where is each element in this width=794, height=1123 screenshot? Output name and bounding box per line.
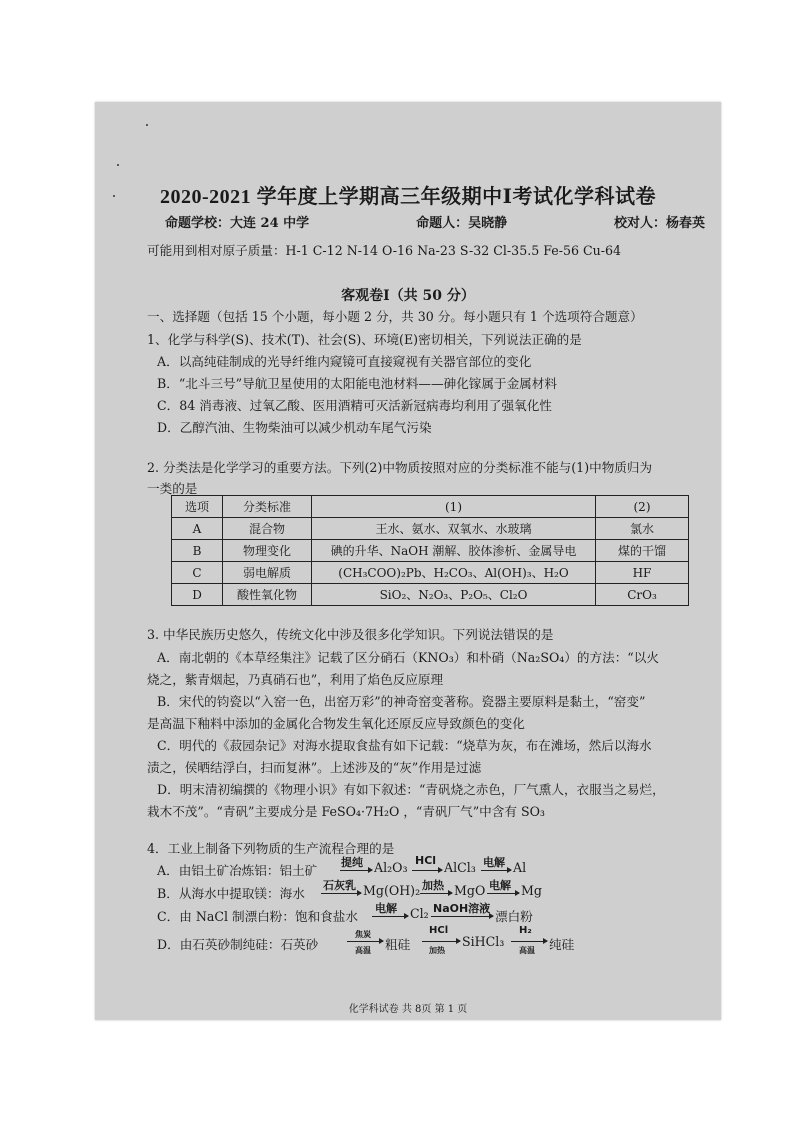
arrow-label: 电解 [375,902,397,915]
q3-option-c-cont: 渍之，侯晒结浮白，扫而复淋”。上述涉及的“灰”作用是过滤 [147,760,482,775]
author-line [165,212,705,231]
table-header: 分类标准 [223,496,312,518]
product: Cl₂ [410,906,429,921]
exam-page [95,102,721,1020]
table-cell: 物理变化 [223,540,312,562]
q1-option-c: C．84 消毒液、过氧乙酸、医用酒精可灭活新冠病毒均利用了强氧化性 [157,398,552,413]
arrow-label: 焦炭 [355,930,371,939]
q3-option-d: D．明末清初编撰的《物理小识》有如下叙述：“青矾烧之赤色，厂气熏人，衣服当之易烂， [157,782,665,797]
arrow-condition: 高温 [355,946,371,955]
arrow-condition: 高温 [519,946,535,955]
arrow-label: NaOH溶液 [433,902,491,915]
product: SiHCl₃ [462,934,505,949]
section-instructions: 一、选择题（包括 15 个小题，每小题 2 分，共 30 分。每小题只有 1 个选项符合题意） [147,309,643,324]
table-header: (1) [312,496,596,518]
table-cell: C [172,562,223,584]
product: Al₂O₃ [374,860,408,875]
table-cell: 煤的干馏 [596,540,689,562]
product: Mg [521,883,542,898]
proofreader: 校对人：杨春英 [613,216,705,231]
product: MgO [454,883,486,898]
q4-option-a: A．由铝土矿冶炼铝：铝土矿 [157,863,318,878]
arrow-label: H₂ [519,925,532,936]
table-row [172,562,689,584]
reaction-arrow [431,916,493,917]
arrow-condition: 加热 [429,946,445,955]
table-cell: 酸性氧化物 [223,584,312,606]
table-cell: SiO₂、N₂O₃、P₂O₅、Cl₂O [312,584,596,606]
classification-table [171,495,689,606]
q4-option-d: D．由石英砂制纯硅：石英砂 [157,937,319,952]
speck [117,164,119,166]
table-row [172,540,689,562]
reaction-arrow [347,941,383,942]
product: 粗硅 [385,937,411,952]
q1-option-d: D．乙醇汽油、生物柴油可以减少机动车尾气污染 [157,420,432,435]
table-cell: (CH₃COO)₂Pb、H₂CO₃、Al(OH)₃、H₂O [312,562,596,584]
q3-option-d-cont: 栽木不茂”。“青矾”主要成分是 FeSO₄·7H₂O ，“青矾厂气”中含有 SO₃ [147,804,545,819]
q1-option-a: A．以高纯硅制成的光导纤维内窥镜可直接窥视有关器官部位的变化 [157,354,532,369]
school: 命题学校：大连 24 中学 [165,216,310,231]
atomic-masses: 可能用到相对原子质量：H-1 C-12 N-14 O-16 Na-23 S-32 Cl-35.5 Fe-56 Cu-64 [147,243,622,258]
table-cell: B [172,540,223,562]
reaction-arrow [340,870,372,871]
table-cell: HF [596,562,689,584]
reaction-arrow [420,893,452,894]
q1-option-b: B．“北斗三号”导航卫星使用的太阳能电池材料——砷化镓属于金属材料 [157,376,557,391]
product: Mg(OH)₂ [363,883,421,898]
arrow-label: 电解 [489,879,511,892]
table-header: (2) [596,496,689,518]
q3-option-a: A．南北朝的《本草经集注》记载了区分硝石（KNO₃）和朴硝（Na₂SO₄）的方法：“以火 [157,650,659,665]
arrow-label: 提纯 [341,856,363,869]
q3-option-c: C．明代的《菽园杂记》对海水提取食盐有如下记载：“烧草为灰，布在滩场，然后以海水 [157,738,652,753]
reaction-arrow [412,870,442,871]
setter: 命题人：吴晓静 [416,216,508,231]
table-row [172,584,689,606]
reaction-arrow [372,916,408,917]
q3-stem: 3. 中华民族历史悠久，传统文化中涉及很多化学知识。下列说法错误的是 [147,627,554,642]
q2-stem: 2. 分类法是化学学习的重要方法。下列(2)中物质按照对应的分类标准不能与(1)中物质归为 [147,460,653,475]
table-header: 选项 [172,496,223,518]
exam-title: 2020-2021 学年度上学期高三年级期中Ⅰ考试化学科试卷 [159,186,656,208]
page-footer: 化学科试卷 共 8页 第 1 页 [348,1004,468,1015]
arrow-label: 加热 [422,879,444,892]
q4-option-c: C．由 NaCl 制漂白粉：饱和食盐水 [157,909,358,924]
table-header-row [172,496,689,518]
reaction-arrow [481,870,511,871]
product: Al [513,860,527,875]
table-cell: 混合物 [223,518,312,540]
arrow-label: HCl [415,854,437,867]
table-cell: CrO₃ [596,584,689,606]
reaction-arrow [321,893,361,894]
table-cell: 弱电解质 [223,562,312,584]
table-cell: 王水、氨水、双氧水、水玻璃 [312,518,596,540]
table-row [172,518,689,540]
q1-stem: 1、化学与科学(S)、技术(T)、社会(S)、环境(E)密切相关，下列说法正确的是 [147,332,582,347]
product: 漂白粉 [495,909,533,924]
arrow-label: 石灰乳 [323,879,356,892]
table-cell: D [172,584,223,606]
section-title: 客观卷Ⅰ（共 50 分） [341,288,475,304]
table-cell: A [172,518,223,540]
product: AlCl₃ [444,860,476,875]
q4-stem: 4．工业上制备下列物质的生产流程合理的是 [147,841,395,856]
product: 纯硅 [549,937,575,952]
table-cell: 碘的升华、NaOH 潮解、胶体渗析、金属导电 [312,540,596,562]
reaction-arrow [487,893,519,894]
q3-option-b-cont: 是高温下釉料中添加的金属化合物发生氧化还原反应导致颜色的变化 [147,716,525,731]
q2-stem-cont: 一类的是 [147,481,198,496]
reaction-arrow [422,941,460,942]
q3-option-b: B．宋代的钧瓷以“入窑一色，出窑万彩”的神奇窑变著称。瓷器主要原料是黏土，“窑变” [157,694,646,709]
arrow-label: 电解 [483,856,505,869]
q3-option-a-cont: 烧之，紫青烟起，乃真硝石也”，利用了焰色反应原理 [147,672,444,687]
reaction-arrow [511,941,547,942]
q4-option-b: B．从海水中提取镁：海水 [157,886,305,901]
arrow-label: HCl [429,925,449,936]
table-cell: 氯水 [596,518,689,540]
speck [146,124,148,126]
